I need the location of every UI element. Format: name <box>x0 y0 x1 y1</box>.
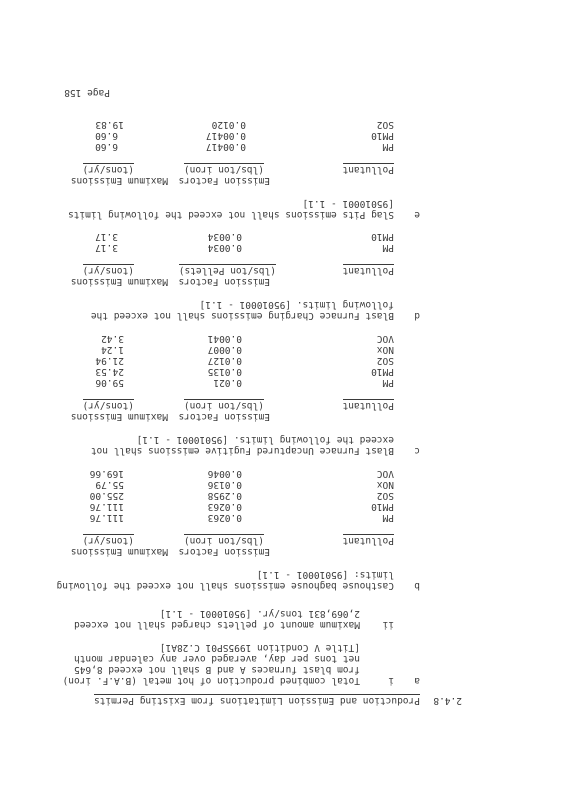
item-b-row-5-emissions: 169.66 <box>89 468 124 479</box>
item-a-i-line-4: [Title V Condition 1995SP01 C.28A1] <box>159 642 360 653</box>
item-c-label: c <box>414 445 420 456</box>
item-b-row-1-emissions: 111.76 <box>89 512 124 523</box>
item-d-header-units-max: (tons/yr) <box>82 265 134 276</box>
item-e-row-1-emissions: 6.60 <box>95 141 118 152</box>
item-b-row-4-pollutant: NOx <box>376 479 394 490</box>
item-c-header-factors: Emission Factors <box>178 411 270 422</box>
item-c-header-max: Maximum Emissions <box>70 411 168 422</box>
item-b-line-2: limits: [95010001 - 1.1] <box>256 569 394 580</box>
item-c-row-3-emissions: 21.94 <box>95 355 124 366</box>
item-c-row-1-pollutant: PM <box>382 377 394 388</box>
item-a-i-line-1: Total combined production of hot metal (B.A.F. iron) <box>62 675 360 686</box>
item-b-row-2-factor: 0.0263 <box>207 501 242 512</box>
item-b-row-1-factor: 0.0263 <box>207 512 242 523</box>
item-d-label: d <box>414 310 420 321</box>
item-b-header-units-factor: (lbs/ton iron) <box>183 535 264 546</box>
item-c-row-4-pollutant: NOx <box>376 344 394 355</box>
item-a-i-label: i <box>388 675 394 686</box>
item-d-row-2-emissions: 3.17 <box>95 231 118 242</box>
item-e-row-3-factor: 0.0120 <box>211 119 246 130</box>
item-e-header-units-max: (tons/yr) <box>82 164 134 175</box>
item-e-header-units-factor: (lbs/ton iron) <box>183 164 264 175</box>
item-b-row-4-factor: 0.0136 <box>207 479 242 490</box>
item-e-row-1-pollutant: PM <box>382 141 394 152</box>
item-d-header-factors: Emission Factors <box>178 276 270 287</box>
item-a-i-line-3: net tons per day, averaged over any calendar month <box>74 653 360 664</box>
item-c-row-5-pollutant: VOC <box>376 333 394 344</box>
item-d-row-2-factor: 0.0034 <box>207 231 242 242</box>
item-d-line-2: following limits. [95010001 - 1.1] <box>199 299 394 310</box>
item-c-row-2-pollutant: PM10 <box>371 366 394 377</box>
item-b-row-3-pollutant: SO2 <box>376 490 394 501</box>
item-b-header-factors: Emission Factors <box>178 546 270 557</box>
item-e-line-2: [95010001 - 1.1] <box>302 198 394 209</box>
item-e-header-factors: Emission Factors <box>178 175 270 186</box>
item-c-header-units-factor: (lbs/ton iron) <box>183 400 264 411</box>
item-a-i-line-2: from blast furnaces A and B shall not exceed 8,645 <box>74 664 360 675</box>
item-c-row-2-emissions: 24.53 <box>95 366 124 377</box>
item-c-line-1: Blast Furnace Uncaptured Fugitive emissions shall not <box>90 445 394 456</box>
item-b-header-max: Maximum Emissions <box>70 546 168 557</box>
item-e-row-2-pollutant: PM10 <box>371 130 394 141</box>
item-b-row-3-factor: 0.2958 <box>207 490 242 501</box>
item-b-header-pollutant: Pollutant <box>342 535 394 546</box>
item-a-ii-line-1: Maximum amount of pellets charged shall not exceed <box>74 619 360 630</box>
page-number: Page 158 <box>64 87 110 98</box>
item-e-row-1-factor: 0.00417 <box>205 141 246 152</box>
item-d-header-pollutant: Pollutant <box>342 265 394 276</box>
item-c-row-5-emissions: 3.42 <box>101 333 124 344</box>
item-d-row-2-pollutant: PM10 <box>371 231 394 242</box>
item-c-header-pollutant: Pollutant <box>342 400 394 411</box>
item-e-row-2-factor: 0.00417 <box>205 130 246 141</box>
item-b-label: b <box>414 580 420 591</box>
item-c-line-2: exceed the following limits. [95010001 - 1.1] <box>136 434 394 445</box>
item-b-row-2-emissions: 111.76 <box>89 501 124 512</box>
item-a-label: a <box>414 675 420 686</box>
item-b-row-2-pollutant: PM10 <box>371 501 394 512</box>
item-b-header-units-max: (tons/yr) <box>82 535 134 546</box>
item-c-row-1-emissions: 59.06 <box>95 377 124 388</box>
item-c-row-1-factor: 0.021 <box>213 377 242 388</box>
item-e-label: e <box>414 209 420 220</box>
item-b-row-3-emissions: 255.00 <box>89 490 124 501</box>
item-c-row-4-factor: 0.0007 <box>207 344 242 355</box>
item-d-line-1: Blast Furnace Charging emissions shall not exceed the <box>90 310 394 321</box>
item-d-row-1-pollutant: PM <box>382 242 394 253</box>
item-d-row-1-emissions: 3.17 <box>95 242 118 253</box>
item-c-row-3-factor: 0.0127 <box>207 355 242 366</box>
item-c-row-2-factor: 0.0135 <box>207 366 242 377</box>
item-b-row-5-pollutant: VOC <box>376 468 394 479</box>
item-d-header-max: Maximum Emissions <box>70 276 168 287</box>
item-c-row-4-emissions: 1.24 <box>101 344 124 355</box>
item-e-line-1: Slag Pits emissions shall not exceed the following limits <box>67 209 394 220</box>
item-b-line-1: Casthouse baghouse emissions shall not exceed the following <box>56 580 394 591</box>
item-a-ii-label: ii <box>382 619 394 630</box>
item-c-row-5-factor: 0.0041 <box>207 333 242 344</box>
section-title: Production and Emission Limitations from Existing Permits <box>93 695 420 706</box>
item-e-row-3-emissions: 19.83 <box>95 119 124 130</box>
item-c-row-3-pollutant: SO2 <box>376 355 394 366</box>
item-b-row-1-pollutant: PM <box>382 512 394 523</box>
item-e-row-3-pollutant: SO2 <box>376 119 394 130</box>
item-e-row-2-emissions: 6.60 <box>95 130 118 141</box>
section-number: 2.4.8 <box>433 695 462 706</box>
item-e-header-max: Maximum Emissions <box>70 175 168 186</box>
item-e-header-pollutant: Pollutant <box>342 164 394 175</box>
item-a-ii-line-2: 2,069,831 tons/yr. [95010001 - 1.1] <box>159 608 360 619</box>
item-c-header-units-max: (tons/yr) <box>82 400 134 411</box>
item-b-row-5-factor: 0.0046 <box>207 468 242 479</box>
item-b-row-4-emissions: 55.79 <box>95 479 124 490</box>
item-d-row-1-factor: 0.0034 <box>207 242 242 253</box>
item-d-header-units-factor: (lbs/ton Pellets) <box>178 265 276 276</box>
